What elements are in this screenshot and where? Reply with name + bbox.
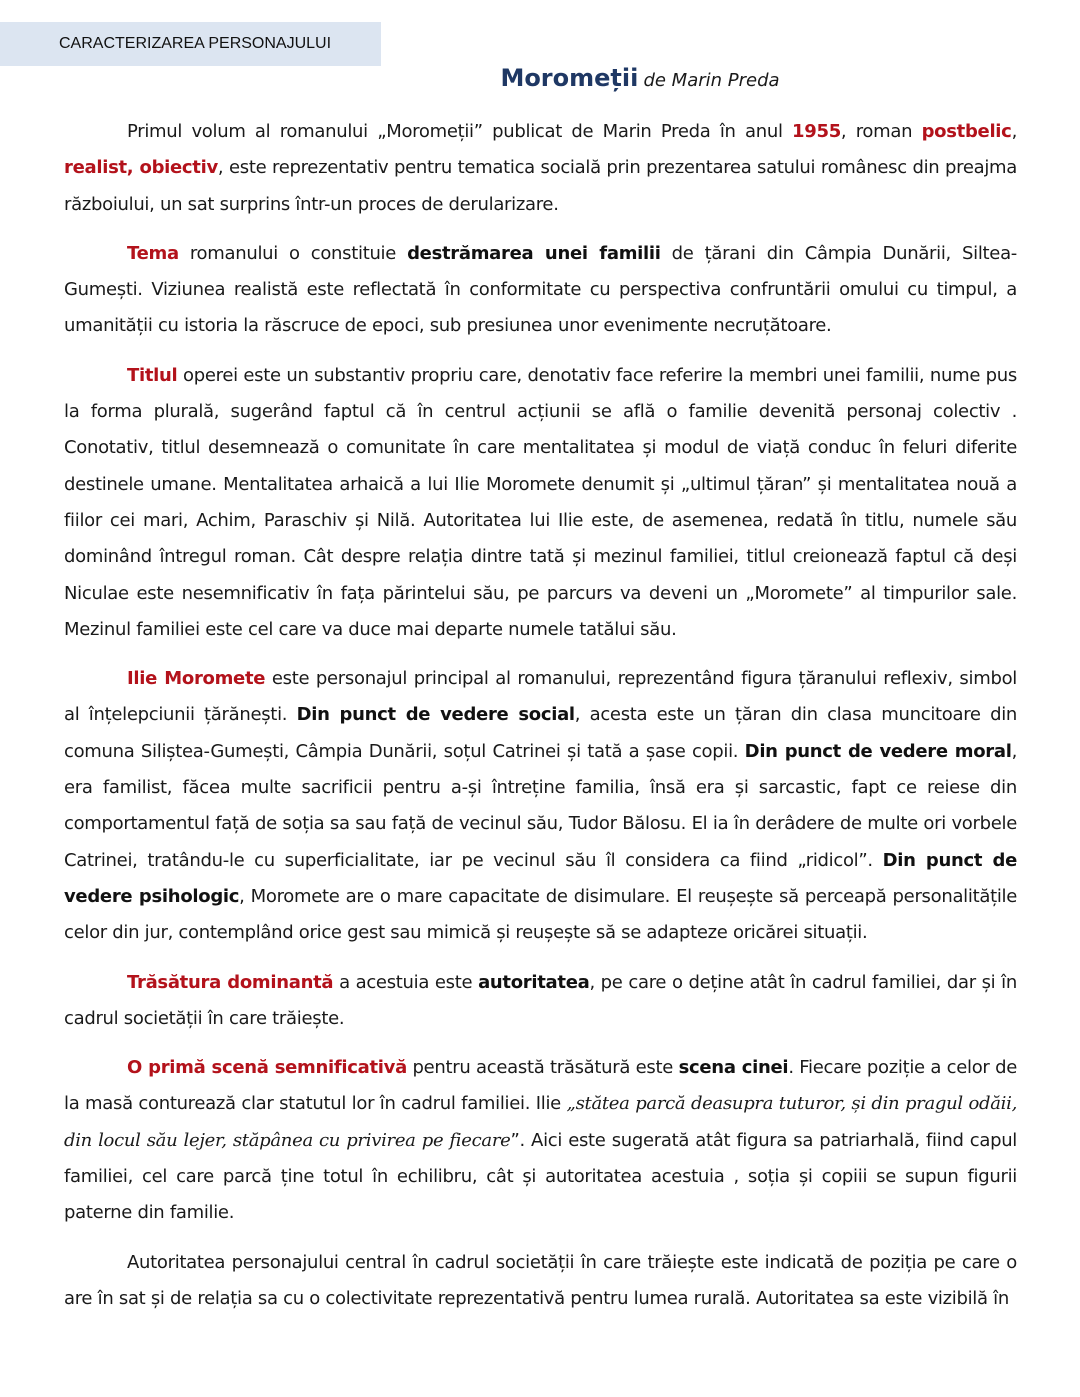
text-segment: , — [1011, 121, 1017, 142]
text-segment: Autoritatea personajului central în cadrul societății în care trăiește este indicată de poziția pe care o are în sat și de relația sa cu o colectivitate reprezentativă pentru lumea rurală. Autoritatea sa este vizibilă în — [64, 1251, 1017, 1309]
text-segment: Tema — [127, 242, 179, 264]
text-segment: a acestuia este — [333, 971, 479, 993]
section-header-label: CARACTERIZAREA PERSONAJULUI — [59, 35, 332, 52]
text-segment: „stătea parcă deasupra tuturor, și din pragul odăii, din locul său lejer, stăpânea cu privirea pe fiecare — [64, 1093, 1017, 1151]
paragraph-trasatura-dominanta — [64, 965, 1017, 1038]
text-segment: Trăsătura dominantă — [127, 971, 334, 993]
text-segment: operei este un substantiv propriu care, denotativ face referire la membri unei familii, nume pus la forma plurală, sugerând faptul că în centrul acțiunii se află o familie devenită personaj colectiv . Conotativ, titlul desemnează o comunitate în care mentalitatea și modul de viață conduc în feluri diferite destinele umane. Mentalitatea arhaică a lui Ilie Moromete denumit și „ultimul țăran” și mentalitatea nouă a fiilor cei mari, Achim, Paraschiv și Nilă. Autoritatea lui Ilie este, de asemenea, redată în titlu, numele său dominând întregul roman. Cât despre relația dintre tată și mezinul familiei, titlul creionează faptul că deși Niculae este nesemnificativ în fața părintelui său, pe parcurs va deveni un „Moromete” al timpurilor sale. Mezinul familiei este cel care va duce mai departe numele tatălui său. — [64, 364, 1017, 640]
text-segment: Din punct de vedere moral — [744, 740, 1012, 762]
text-segment: destrămarea unei familii — [407, 242, 661, 264]
document-title — [0, 64, 1080, 92]
text-segment: autoritatea — [478, 971, 590, 993]
text-segment: Din punct de vedere social — [296, 704, 575, 726]
text-segment: pentru această trăsătură este — [406, 1057, 679, 1079]
paragraph-autoritatea — [64, 1245, 1017, 1318]
text-segment: , acesta este un țăran din clasa muncitoare din comuna Siliștea-Gumești, Câmpia Dunării, soțul Catrinei și tată a șase copii. — [64, 704, 1018, 762]
text-segment: 1955 — [792, 121, 841, 142]
text-segment: ”. Aici este sugerată atât figura sa patriarhală, fiind capul familiei, cel care parcă ține totul în echilibru, cât și autoritatea acestuia , soția și copiii se supun figurii paterne din familie. — [64, 1129, 1018, 1224]
title-main: Moromeții — [500, 64, 639, 92]
text-segment: , roman — [840, 121, 922, 142]
section-header-tab — [0, 22, 381, 66]
text-segment: , Moromete are o mare capacitate de disimulare. El reușește să perceapă personalitățile celor din jur, contemplând orice gest sau mimică și reușește să se adapteze oricărei situații. — [64, 885, 1018, 944]
text-segment: scena cinei — [678, 1057, 789, 1079]
text-segment: , este reprezentativ pentru tematica socială prin prezentarea satului românesc din preajma războiului, un sat surprins într-un proces de derularizare. — [64, 157, 1018, 215]
paragraph-intro — [64, 114, 1017, 223]
text-segment: de țărani din Câmpia Dunării, Siltea-Gumești. Viziunea realistă este reflectată în conformitate cu perspectiva confruntării omului cu timpul, a umanității cu istoria la răscruce de epoci, sub presiunea unor evenimente necruțătoare. — [64, 242, 1017, 337]
title-author: de Marin Preda — [643, 70, 780, 91]
paragraph-prima-scena — [64, 1050, 1017, 1231]
text-segment: postbelic — [921, 121, 1012, 142]
paragraph-ilie-moromete — [64, 661, 1017, 951]
text-segment: , era familist, făcea multe sacrificii pentru a-și întreține familia, însă era și sarcastic, fapt ce reiese din comportamentul față de soția sa sau față de vecinul său, Tudor Bălosu. El ia în derâdere de multe ori vorbele Catrinei, tratându-le cu superficialitate, iar pe vecinul său îl considera ca fiind „ridicol”. — [64, 740, 1017, 871]
text-segment: . Fiecare poziție a celor de la masă conturează clar statutul lor în cadrul familiei. Ilie — [64, 1057, 1017, 1115]
text-segment: este personajul principal al romanului, reprezentând figura țăranului reflexiv, simbol al înțelepciunii țărănești. — [64, 668, 1017, 726]
text-segment: Titlul — [127, 364, 178, 386]
paragraph-titlul — [64, 358, 1017, 648]
text-segment: Din punct de vedere psihologic — [64, 849, 1018, 907]
paragraph-tema — [64, 236, 1017, 345]
text-segment: O primă scenă semnificativă — [127, 1057, 407, 1079]
text-segment: Ilie Moromete — [127, 668, 266, 690]
text-segment: romanului o constituie — [178, 242, 408, 264]
text-segment: Primul volum al romanului „Moromeții” publicat de Marin Preda în anul — [127, 121, 793, 142]
document-body — [64, 114, 1017, 1330]
text-segment: realist, obiectiv — [64, 157, 218, 179]
text-segment: , pe care o deține atât în cadrul familiei, dar și în cadrul societății în care trăiește. — [64, 971, 1017, 1029]
